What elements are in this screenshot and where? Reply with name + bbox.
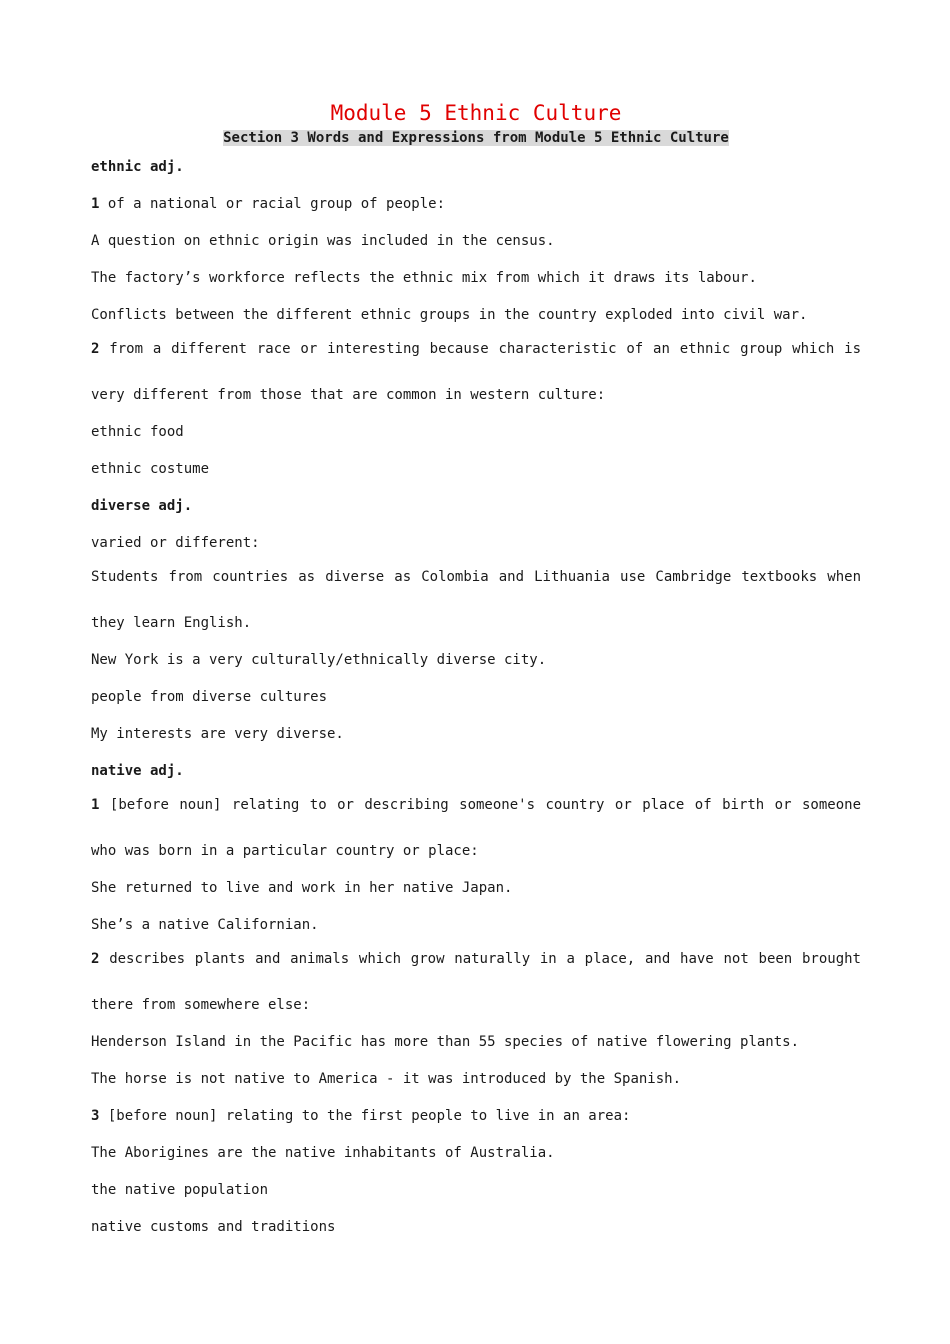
- line-text: very different from those that are common in western culture:: [91, 387, 606, 403]
- line-text: [before noun] relating to or describing someone's country or place of birth or someone: [109, 797, 861, 813]
- headword: [91, 149, 861, 186]
- line-text: Henderson Island in the Pacific has more than 55 species of native flowering plants.: [91, 1034, 800, 1050]
- example-line: [91, 414, 861, 451]
- example-line: [91, 525, 861, 562]
- line-text: New York is a very culturally/ethnically diverse city.: [91, 652, 547, 668]
- sense-number: 2: [91, 341, 100, 357]
- example-line: [91, 642, 861, 679]
- example-line: [91, 716, 861, 753]
- example-line: [91, 1061, 861, 1098]
- line-text: She’s a native Californian.: [91, 917, 319, 933]
- line-text: She returned to live and work in her native Japan.: [91, 880, 513, 896]
- line-text: people from diverse cultures: [91, 689, 328, 705]
- line-text: native customs and traditions: [91, 1219, 336, 1235]
- entry-list: [91, 149, 861, 1246]
- line-text: from a different race or interesting because characteristic of an ethnic group which is: [109, 341, 861, 357]
- document-page: [91, 100, 861, 1246]
- example-line: [91, 377, 861, 414]
- line-text: who was born in a particular country or place:: [91, 843, 479, 859]
- line-text: ethnic costume: [91, 461, 210, 477]
- example-line: [91, 907, 861, 944]
- example-line: [91, 870, 861, 907]
- document-title: Module 5 Ethnic Culture: [330, 101, 622, 125]
- example-line: [91, 833, 861, 870]
- sense-definition: [91, 944, 861, 987]
- line-text: The Aborigines are the native inhabitants of Australia.: [91, 1145, 555, 1161]
- line-text: of a national or racial group of people:: [107, 196, 446, 212]
- line-text: The horse is not native to America - it was introduced by the Spanish.: [91, 1071, 682, 1087]
- line-text: diverse adj.: [91, 498, 193, 514]
- line-text: the native population: [91, 1182, 269, 1198]
- example-line: [91, 562, 861, 605]
- example-line: [91, 297, 861, 334]
- example-line: [91, 1024, 861, 1061]
- line-text: Students from countries as diverse as Colombia and Lithuania use Cambridge textbooks when: [91, 569, 861, 585]
- example-line: [91, 987, 861, 1024]
- example-line: [91, 679, 861, 716]
- line-text: varied or different:: [91, 535, 260, 551]
- sense-number: 1: [91, 196, 100, 212]
- example-line: [91, 451, 861, 488]
- example-line: [91, 1209, 861, 1246]
- sense-number: 3: [91, 1108, 100, 1124]
- line-text: My interests are very diverse.: [91, 726, 344, 742]
- example-line: [91, 1172, 861, 1209]
- line-text: describes plants and animals which grow naturally in a place, and have not been brought: [109, 951, 861, 967]
- line-text: ethnic food: [91, 424, 184, 440]
- sense-definition: [91, 334, 861, 377]
- example-line: [91, 260, 861, 297]
- line-text: A question on ethnic origin was included in the census.: [91, 233, 555, 249]
- sense-number: 1: [91, 797, 100, 813]
- headword: [91, 488, 861, 525]
- line-text: they learn English.: [91, 615, 252, 631]
- line-text: Conflicts between the different ethnic groups in the country exploded into civil war.: [91, 307, 808, 323]
- line-text: The factory’s workforce reflects the ethnic mix from which it draws its labour.: [91, 270, 757, 286]
- line-text: ethnic adj.: [91, 159, 184, 175]
- sense-definition: [91, 1098, 861, 1135]
- example-line: [91, 1135, 861, 1172]
- line-text: [before noun] relating to the first people to live in an area:: [107, 1108, 631, 1124]
- headword: [91, 753, 861, 790]
- sense-definition: [91, 790, 861, 833]
- example-line: [91, 605, 861, 642]
- section-subtitle: [91, 128, 861, 148]
- section-subtitle-text: Section 3 Words and Expressions from Module 5 Ethnic Culture: [223, 130, 729, 146]
- sense-number: 2: [91, 951, 100, 967]
- line-text: native adj.: [91, 763, 184, 779]
- example-line: [91, 223, 861, 260]
- sense-definition: [91, 186, 861, 223]
- line-text: there from somewhere else:: [91, 997, 311, 1013]
